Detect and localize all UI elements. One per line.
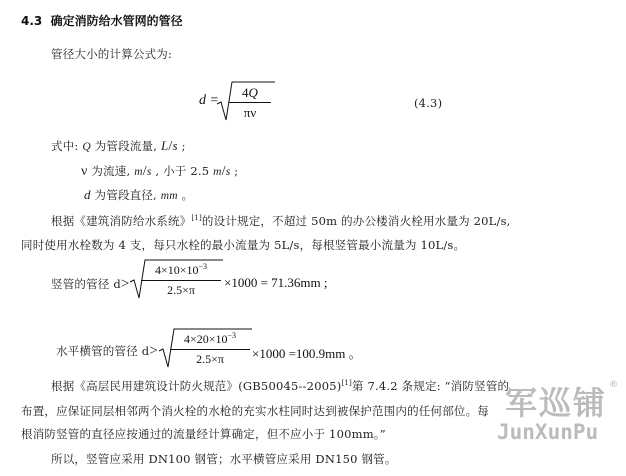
horizontal-label: 水平横管的管径 d> xyxy=(56,343,158,359)
horizontal-denominator: 2.5×π xyxy=(196,352,224,366)
horizontal-numerator: $4\times 20\times 10^{-3}$ xyxy=(183,331,237,346)
formula-lhs: d = xyxy=(199,93,219,108)
horizontal-result: ×1000 =100.9mm 。 xyxy=(252,346,362,361)
conclusion-text: 所以，竖管应采用 DN100 钢管；水平横管应采用 DN150 钢管。 xyxy=(51,452,397,466)
intro-text: 管径大小的计算公式为: xyxy=(51,47,173,61)
formula-numerator: 4Q xyxy=(242,85,258,100)
para2-line3: 根消防竖管的直径应按通过的流量经计算确定，但不应小于 100mm。” xyxy=(21,427,386,441)
watermark-en: JunXunPu xyxy=(497,420,599,444)
where-line-d: d 为管段直径, mm 。 xyxy=(84,187,194,202)
para2-line1: 根据《高层民用建筑设计防火规范》(GB50045--2005)[1]第 7.4.2 条规定: “消防竖管的 xyxy=(51,379,510,393)
vertical-numerator: $4\times 10\times 10^{-3}$ xyxy=(154,262,208,277)
vertical-denominator: 2.5×π xyxy=(167,283,195,297)
para2-line2: 布置，应保证同层相邻两个消火栓的水枪的充实水柱同时达到被保护范围内的任何部位。每 xyxy=(21,404,489,418)
formula-denominator: πν xyxy=(243,105,257,120)
formula-fraction-bar xyxy=(229,102,271,103)
section-number: 4.3 xyxy=(21,14,43,28)
para1-line2: 同时使用水栓数为 4 支，每只水栓的最小流量为 5L/s，每根竖管最小流量为 10L/s。 xyxy=(21,238,466,252)
vertical-result: ×1000 = 71.36mm ; xyxy=(224,275,328,290)
section-title: 确定消防给水管网的管径 xyxy=(50,14,183,28)
where-line-v: ν 为流速, m/s , 小于 2.5 m/s ; xyxy=(81,164,239,179)
para1-line1: 根据《建筑消防给水系统》[1]的设计规定，不超过 50m 的办公楼消火栓用水量为 20L/s, xyxy=(51,214,511,228)
watermark-cn: 军巡铺 xyxy=(505,384,608,422)
section-heading xyxy=(21,12,183,29)
where-line-q: 式中: Q 为管段流量, L/s ; xyxy=(51,138,186,154)
formula-number: (4.3) xyxy=(414,96,443,110)
vertical-fraction-bar xyxy=(141,280,221,281)
watermark-registered-mark: ® xyxy=(609,380,618,390)
horizontal-fraction-bar xyxy=(170,349,250,350)
vertical-label: 竖管的管径 d> xyxy=(51,276,130,292)
